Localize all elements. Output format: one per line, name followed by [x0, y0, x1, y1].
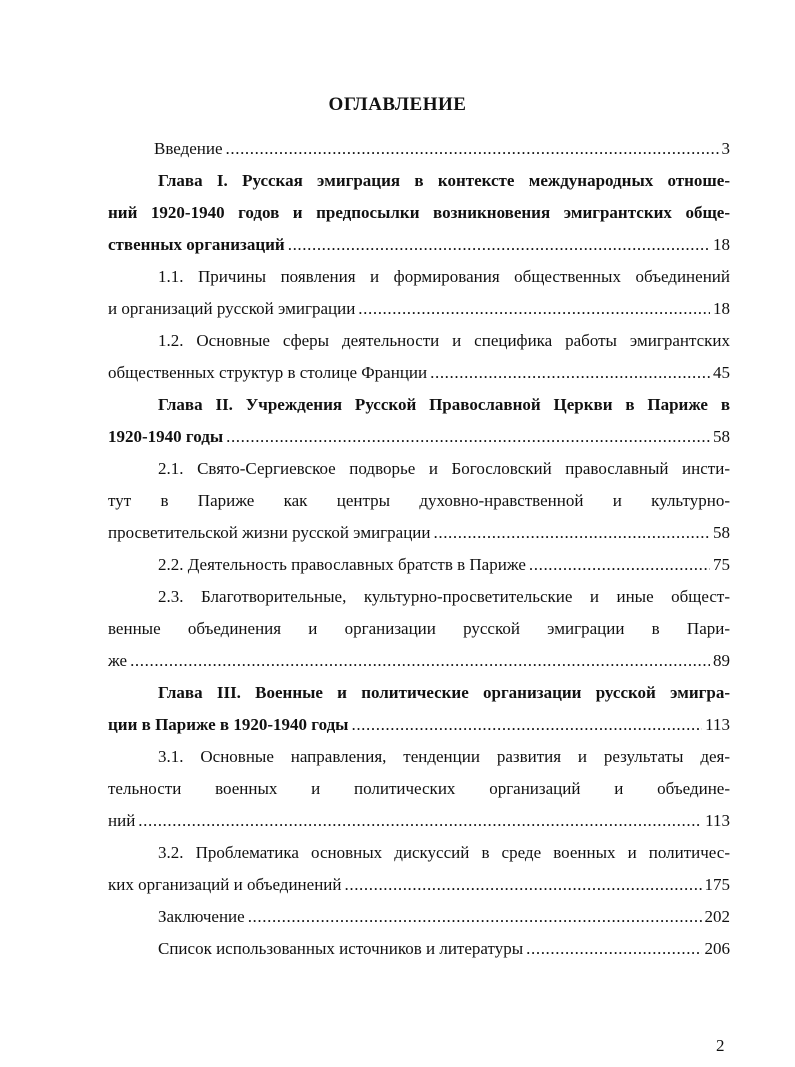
- toc-entry-page: 202: [704, 907, 730, 926]
- toc-entry-page: 58: [713, 427, 730, 446]
- toc-entry-page: 113: [705, 715, 730, 734]
- toc-entry-text: 2.2. Деятельность православных братств в Париже: [158, 555, 526, 574]
- leader-dots: [226, 133, 719, 165]
- leader-dots: [138, 805, 702, 837]
- leader-dots: [345, 869, 702, 901]
- page-title: ОГЛАВЛЕНИЕ: [328, 94, 467, 115]
- toc-entry-text: ции в Париже в 1920-1940 годы: [108, 715, 349, 734]
- leader-dots: [358, 293, 710, 325]
- toc-entry-intro[interactable]: [108, 133, 730, 165]
- toc-section-1-1-line-2[interactable]: [108, 293, 730, 325]
- leader-dots: [434, 517, 711, 549]
- toc-chapter-2-line-1[interactable]: Глава II. Учреждения Русской Православной Церкви в Париже в: [158, 395, 730, 414]
- toc-chapter-3-line-1[interactable]: Глава III. Военные и политические организации русской эмигра-: [158, 683, 730, 702]
- toc-section-3-1-line-1[interactable]: 3.1. Основные направления, тенденции развития и результаты дея-: [158, 747, 730, 766]
- toc-section-2-1-line-3[interactable]: [108, 517, 730, 549]
- toc-entry-page: 175: [704, 875, 730, 894]
- toc-entry-text: ственных организаций: [108, 235, 285, 254]
- toc-section-1-1-line-1[interactable]: 1.1. Причины появления и формирования общественных объединений: [158, 267, 730, 286]
- toc-entry-text: Введение: [154, 139, 223, 158]
- toc-entry-page: 58: [713, 523, 730, 542]
- toc-entry-text: ких организаций и объединений: [108, 875, 342, 894]
- toc-section-3-2-line-2[interactable]: [108, 869, 730, 901]
- toc-chapter-1-line-1[interactable]: Глава I. Русская эмиграция в контексте международных отноше-: [158, 171, 730, 190]
- leader-dots: [529, 549, 710, 581]
- toc-chapter-3-line-2[interactable]: [108, 709, 730, 741]
- toc-chapter-2-line-2[interactable]: [108, 421, 730, 453]
- toc-section-2-1-line-1[interactable]: 2.1. Свято-Сергиевское подворье и Богословский православный инсти-: [158, 459, 730, 478]
- toc-section-3-2-line-1[interactable]: 3.2. Проблематика основных дискуссий в среде военных и политичес-: [158, 843, 730, 862]
- toc-entry-text: Заключение: [158, 907, 245, 926]
- leader-dots: [288, 229, 710, 261]
- toc-section-3-1-line-2[interactable]: тельности военных и политических организаций и объедине-: [108, 779, 730, 798]
- toc-entry-text: Список использованных источников и литературы: [158, 939, 524, 958]
- toc-section-2-3-line-3[interactable]: [108, 645, 730, 677]
- toc-entry-page: 89: [713, 651, 730, 670]
- toc-section-2-3-line-2[interactable]: венные объединения и организации русской эмиграции в Пари-: [108, 619, 730, 638]
- leader-dots: [226, 421, 710, 453]
- toc-section-2-2[interactable]: [108, 549, 730, 581]
- leader-dots: [130, 645, 710, 677]
- toc-entry-text: же: [108, 651, 128, 670]
- toc-entry-text: общественных структур в столице Франции: [108, 363, 428, 382]
- toc-entry-conclusion[interactable]: [108, 901, 730, 933]
- toc-entry-text: 1920-1940 годы: [108, 427, 224, 446]
- toc-section-1-2-line-1[interactable]: 1.2. Основные сферы деятельности и специфика работы эмигрантских: [158, 331, 730, 350]
- toc-chapter-1-line-2[interactable]: ний 1920-1940 годов и предпосылки возникновения эмигрантских обще-: [108, 203, 730, 222]
- toc-entry-page: 18: [713, 299, 730, 318]
- toc-entry-text: и организаций русской эмиграции: [108, 299, 356, 318]
- toc-section-1-2-line-2[interactable]: [108, 357, 730, 389]
- toc-entry-page: 45: [713, 363, 730, 382]
- leader-dots: [248, 901, 702, 933]
- toc-entry-sources[interactable]: [108, 933, 730, 965]
- leader-dots: [526, 933, 701, 965]
- toc-entry-text: ний: [108, 811, 136, 830]
- toc-entry-page: 3: [721, 139, 730, 158]
- toc-section-3-1-line-3[interactable]: [108, 805, 730, 837]
- leader-dots: [430, 357, 710, 389]
- toc-entry-page: 75: [713, 555, 730, 574]
- toc-entry-page: 18: [713, 235, 730, 254]
- toc-section-2-1-line-2[interactable]: тут в Париже как центры духовно-нравственной и культурно-: [108, 491, 730, 510]
- page-number: 2: [716, 1036, 725, 1055]
- toc-entry-text: просветительской жизни русской эмиграции: [108, 523, 431, 542]
- toc-entry-page: 206: [704, 939, 730, 958]
- toc-entry-page: 113: [705, 811, 730, 830]
- leader-dots: [351, 709, 702, 741]
- toc-section-2-3-line-1[interactable]: 2.3. Благотворительные, культурно-просветительские и иные общест-: [158, 587, 730, 606]
- toc-chapter-1-line-3[interactable]: [108, 229, 730, 261]
